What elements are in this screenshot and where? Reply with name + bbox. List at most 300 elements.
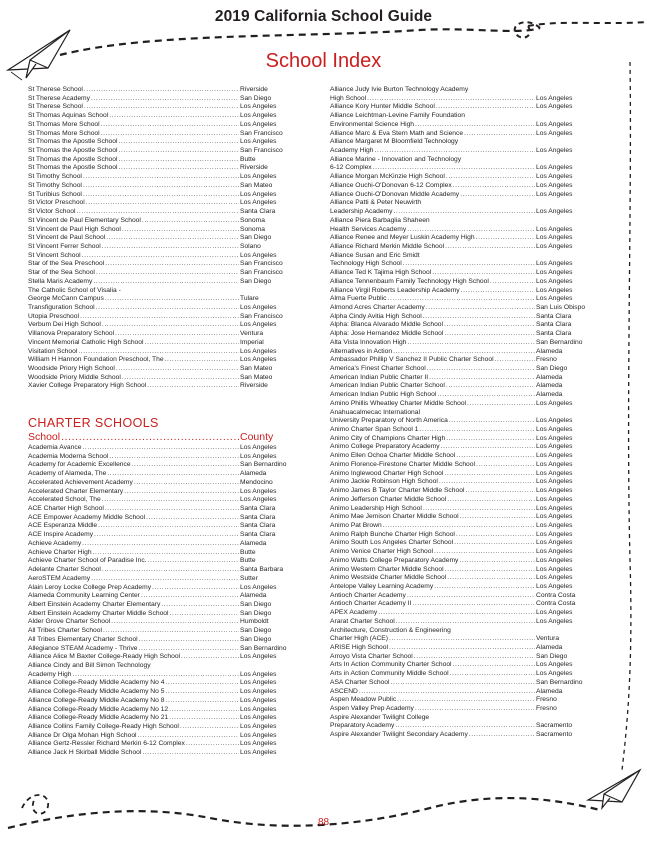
- leader-dots: [152, 584, 239, 593]
- list-item: [330, 339, 593, 348]
- county-name: Los Angeles: [536, 94, 573, 102]
- leader-dots: [444, 321, 535, 330]
- school-name: Animo City of Champions Charter High: [330, 434, 446, 442]
- county-name: Los Angeles: [536, 452, 573, 460]
- page-number: 88: [317, 817, 330, 828]
- school-name: Alliance Jack H Skirball Middle School: [28, 749, 142, 757]
- county-name: Los Angeles: [536, 120, 573, 128]
- list-item: [28, 138, 284, 147]
- list-item: [330, 182, 593, 191]
- county-name: Los Angeles: [536, 417, 573, 425]
- list-item: [28, 671, 284, 680]
- list-item: [330, 208, 593, 217]
- list-item: [28, 112, 284, 121]
- leader-dots: [389, 635, 535, 644]
- county-name: San Mateo: [240, 365, 273, 372]
- county-name: San Bernardino: [240, 461, 287, 469]
- school-name: Animo Pat Brown: [330, 521, 382, 529]
- leader-dots: [446, 382, 535, 391]
- leader-dots: [429, 374, 535, 383]
- list-item: [330, 391, 593, 400]
- school-name: Environmental Science High: [330, 120, 415, 128]
- county-name: San Mateo: [240, 373, 273, 381]
- school-name: Woodside Priory Middle School: [28, 373, 121, 381]
- list-item: [28, 636, 284, 645]
- school-name: Vincent Memorial Catholic High School: [28, 338, 144, 346]
- leader-dots: [446, 173, 535, 182]
- county-name: Los Angeles: [536, 147, 573, 155]
- list-item: [28, 479, 284, 488]
- county-name: Contra Costa: [536, 600, 576, 608]
- list-item: [28, 374, 284, 383]
- county-name: Alameda: [240, 539, 267, 547]
- school-name: St Timothy School: [28, 181, 82, 189]
- county-name: Los Angeles: [536, 181, 573, 189]
- leader-dots: [465, 487, 535, 496]
- school-name: St Vincent de Paul High School: [28, 225, 121, 233]
- county-name: San Diego: [240, 600, 272, 608]
- leader-dots: [423, 313, 535, 322]
- leader-dots: [459, 557, 535, 566]
- leader-dots: [397, 696, 535, 705]
- list-item: [28, 714, 284, 723]
- leader-dots: [84, 103, 239, 112]
- county-name: Los Angeles: [240, 583, 277, 591]
- list-item: [330, 199, 593, 208]
- list-item: [330, 138, 593, 147]
- county-name: Los Angeles: [536, 460, 573, 468]
- county-name: Riverside: [240, 382, 268, 390]
- school-name: 6-12 Complex: [330, 164, 372, 172]
- school-name: Arts in Action Community Middle School: [330, 670, 449, 678]
- school-name: American Indian Public Charter School: [330, 382, 445, 390]
- county-name: Los Angeles: [536, 609, 573, 617]
- leader-dots: [93, 549, 239, 558]
- school-name: St Thomas More School: [28, 129, 100, 137]
- school-name: ACE Empower Academy Middle School: [28, 513, 146, 521]
- list-item: [330, 304, 593, 313]
- school-name: Health Services Academy: [330, 225, 407, 233]
- leader-dots: [101, 130, 239, 139]
- school-name: Animo Ralph Bunche Charter High School: [330, 530, 455, 538]
- list-item: [28, 557, 284, 566]
- school-name: Architecture, Construction & Engineering: [330, 626, 451, 634]
- list-item: [28, 243, 284, 252]
- county-name: Los Angeles: [536, 574, 573, 582]
- list-item: [330, 278, 593, 287]
- leader-dots: [359, 688, 535, 697]
- list-item: [28, 164, 284, 173]
- school-name: Adelante Charter School: [28, 566, 101, 574]
- list-item: [28, 182, 284, 191]
- list-item: [330, 496, 593, 505]
- school-name: St Thomas the Apostle School: [28, 164, 118, 172]
- leader-dots: [122, 374, 239, 383]
- county-name: Los Angeles: [536, 173, 573, 181]
- school-name: ASCEND: [330, 687, 358, 695]
- county-name: Sonoma: [240, 225, 265, 233]
- school-name: Animo Westside Charter Middle School: [330, 574, 447, 582]
- leader-dots: [165, 688, 239, 697]
- leader-dots: [395, 722, 535, 731]
- county-name: Los Angeles: [536, 478, 573, 486]
- school-name: St Thomas the Apostle School: [28, 147, 118, 155]
- leader-dots: [367, 95, 535, 104]
- county-name: Alameda: [536, 687, 563, 695]
- leader-dots: [454, 539, 535, 548]
- leader-dots: [101, 121, 239, 130]
- list-item: [28, 278, 284, 287]
- leader-dots: [111, 618, 239, 627]
- school-name: University Preparatory of North America: [330, 417, 448, 425]
- list-item: [330, 295, 593, 304]
- county-name: Los Angeles: [240, 670, 277, 678]
- list-item: [28, 522, 284, 531]
- school-name: St Vincent Ferrer School: [28, 242, 101, 250]
- leader-dots: [94, 531, 239, 540]
- school-name: Academia Moderna School: [28, 452, 109, 460]
- county-name: San Francisco: [240, 129, 283, 137]
- list-item: [330, 583, 593, 592]
- list-item: [330, 156, 593, 165]
- right-dashed-line: [622, 62, 631, 770]
- list-item: [28, 453, 284, 462]
- list-item: [330, 217, 593, 226]
- leader-dots: [147, 382, 239, 391]
- list-item: [330, 722, 593, 731]
- school-name: Alliance Gertz-Ressler Richard Merkin 6-12 Complex: [28, 740, 185, 748]
- school-name: ARISE High School: [330, 644, 388, 651]
- list-item: [330, 243, 593, 252]
- leader-dots: [412, 600, 535, 609]
- column-headers: [28, 431, 284, 444]
- county-name: Alameda: [536, 347, 563, 355]
- list-item: [330, 557, 593, 566]
- county-name: Ventura: [536, 635, 560, 643]
- leader-dots: [461, 287, 535, 296]
- leader-dots: [82, 444, 239, 453]
- leader-dots: [148, 557, 239, 566]
- list-item: [28, 697, 284, 706]
- leader-dots: [464, 130, 535, 139]
- list-item: [330, 435, 593, 444]
- county-name: Butte: [240, 155, 256, 163]
- leader-dots: [61, 431, 239, 444]
- county-name: San Diego: [240, 277, 272, 285]
- list-item: [330, 505, 593, 514]
- school-name: American Indian Public High School: [330, 391, 437, 399]
- leader-dots: [124, 488, 239, 497]
- list-item: [28, 199, 284, 208]
- leader-dots: [446, 435, 535, 444]
- county-name: Los Angeles: [240, 173, 277, 181]
- leader-dots: [98, 522, 239, 531]
- leader-dots: [434, 583, 535, 592]
- county-name: Los Angeles: [240, 740, 277, 748]
- list-item: [28, 601, 284, 610]
- school-name: Visitation School: [28, 347, 78, 355]
- leader-dots: [388, 295, 536, 304]
- list-item: [28, 234, 284, 243]
- school-name: St Vincent de Paul Elementary School: [28, 216, 141, 224]
- school-name: Accelerated School, The: [28, 496, 101, 504]
- list-item: [28, 208, 284, 217]
- list-item: [28, 592, 284, 601]
- county-name: Los Angeles: [536, 242, 573, 250]
- school-name: Animo Ellen Ochoa Charter Middle School: [330, 452, 456, 460]
- list-item: [330, 287, 593, 296]
- list-item: [330, 566, 593, 575]
- county-name: Los Angeles: [240, 679, 277, 687]
- leader-dots: [78, 348, 239, 357]
- county-name: Los Angeles: [536, 548, 573, 556]
- leader-dots: [115, 330, 239, 339]
- school-name: Xavier College Preparatory High School: [28, 382, 147, 390]
- county-name: Los Angeles: [536, 661, 573, 669]
- list-item: [330, 234, 593, 243]
- leader-dots: [165, 697, 239, 706]
- county-name: Los Angeles: [536, 164, 573, 172]
- list-item: [28, 496, 284, 505]
- county-name: San Bernardino: [536, 678, 583, 686]
- county-name: Los Angeles: [240, 120, 277, 128]
- school-name: Verbum Dei High School: [28, 321, 101, 329]
- leader-dots: [432, 269, 535, 278]
- leader-dots: [118, 138, 239, 147]
- county-name: Santa Clara: [240, 531, 276, 539]
- school-name: George McCann Campus: [28, 295, 104, 303]
- leader-dots: [91, 95, 239, 104]
- county-name: Los Angeles: [240, 444, 277, 451]
- list-item: [28, 644, 287, 654]
- county-name: Fresno: [536, 696, 557, 704]
- county-name: Los Angeles: [536, 295, 573, 303]
- leader-dots: [407, 339, 535, 348]
- list-item: [330, 688, 593, 697]
- leader-dots: [414, 653, 535, 662]
- leader-dots: [181, 653, 239, 662]
- list-item: [330, 417, 593, 426]
- leader-dots: [180, 723, 239, 732]
- county-name: San Diego: [240, 627, 272, 635]
- school-name: St Therese School: [28, 103, 83, 111]
- school-name: Arroyo Vista Charter School: [330, 652, 413, 660]
- county-name: Alameda: [536, 382, 563, 390]
- county-name: Los Angeles: [240, 112, 277, 120]
- school-name: All Tribes Charter School: [28, 627, 102, 635]
- list-item: [28, 348, 284, 357]
- charter-schools-section: [28, 415, 287, 758]
- leader-dots: [102, 496, 239, 505]
- school-name: Animo James B Taylor Charter Middle School: [330, 487, 465, 495]
- leader-dots: [96, 269, 239, 278]
- list-item: [330, 470, 593, 479]
- school-name: Alameda Community Learning Center: [28, 592, 140, 600]
- leader-dots: [96, 304, 239, 313]
- list-item: [28, 365, 284, 374]
- county-name: Santa Clara: [240, 513, 276, 521]
- guide-title: 2019 California School Guide: [214, 8, 433, 25]
- school-name: Animo South Los Angeles Charter School: [330, 539, 454, 547]
- list-item: [330, 696, 593, 705]
- school-name: Alliance Alice M Baxter College-Ready High School: [28, 653, 181, 661]
- list-item: [28, 514, 284, 523]
- county-name: Los Angeles: [536, 556, 573, 564]
- school-name: Almond Acres Charter Academy: [330, 303, 425, 311]
- school-name: Woodside Priory High School: [28, 365, 115, 372]
- leader-dots: [436, 103, 535, 112]
- list-item: [330, 400, 593, 409]
- list-item: [28, 321, 284, 330]
- county-name: Los Angeles: [240, 303, 277, 311]
- school-name: ACE Charter High School: [28, 505, 104, 513]
- school-name: Star of the Sea School: [28, 269, 95, 277]
- county-name: Santa Clara: [240, 522, 276, 530]
- school-name: Arts In Action Community Charter School: [330, 661, 452, 669]
- county-name: San Diego: [240, 635, 272, 643]
- school-name: Alliance Leichtman-Levine Family Foundation: [330, 112, 465, 120]
- school-name: William H Hannon Foundation Preschool, The: [28, 356, 164, 364]
- school-name: Animo Mae Jemison Charter Middle School: [330, 513, 459, 521]
- county-name: Alameda: [240, 470, 267, 478]
- school-name: St Thomas More School: [28, 120, 100, 128]
- list-item: [28, 356, 284, 365]
- leader-dots: [102, 321, 239, 330]
- school-name: Star of the Sea Preschool: [28, 260, 105, 268]
- list-item: [28, 260, 284, 269]
- leader-dots: [141, 592, 239, 601]
- list-item: [28, 226, 284, 235]
- list-item: [330, 365, 593, 374]
- school-name: Anahuacalmecac International: [330, 408, 420, 416]
- list-item: [28, 470, 284, 479]
- list-item: [330, 226, 593, 235]
- county-name: Los Angeles: [536, 565, 573, 573]
- school-name: St Therese Academy: [28, 94, 90, 102]
- list-item: [330, 522, 593, 531]
- school-name: Animo Inglewood Charter High School: [330, 469, 444, 477]
- county-name: Humboldt: [240, 618, 269, 626]
- leader-dots: [495, 356, 535, 365]
- list-item: [28, 313, 284, 322]
- leader-dots: [118, 164, 239, 173]
- county-name: Los Angeles: [536, 617, 573, 625]
- school-name: Alta Vista Innovation High: [330, 338, 407, 346]
- list-item: [28, 732, 284, 741]
- county-name: Contra Costa: [536, 591, 576, 599]
- school-name: ASA Charter School: [330, 678, 390, 686]
- county-name: Los Angeles: [240, 190, 277, 198]
- county-name: Santa Clara: [536, 312, 572, 320]
- list-item: [28, 610, 284, 619]
- list-item: [28, 130, 284, 139]
- school-name: Academy High: [330, 147, 374, 155]
- list-item: [330, 426, 593, 435]
- school-name: Alliance Judy Ivie Burton Technology Academy: [330, 86, 469, 93]
- list-item: [28, 740, 284, 749]
- school-name: Alliance Patti & Peter Neuwirth: [330, 199, 422, 207]
- list-item: [330, 531, 593, 540]
- list-item: [28, 217, 284, 226]
- list-item: [28, 461, 287, 470]
- county-name: Riverside: [240, 86, 268, 93]
- school-name: Academy of Alameda, The: [28, 470, 107, 478]
- county-name: Los Angeles: [536, 399, 573, 407]
- county-name: Los Angeles: [240, 749, 277, 757]
- list-item: [330, 260, 593, 269]
- school-name: Antioch Charter Academy II: [330, 600, 412, 608]
- leader-dots: [415, 121, 535, 130]
- county-name: Imperial: [240, 338, 264, 346]
- county-name: Los Angeles: [536, 443, 573, 451]
- leader-dots: [437, 391, 535, 400]
- county-name: Los Angeles: [536, 129, 573, 137]
- leader-dots: [142, 749, 239, 758]
- county-name: Los Angeles: [536, 530, 573, 538]
- school-name: Alliance Kory Hunter Middle School: [330, 103, 435, 111]
- county-name: Los Angeles: [536, 521, 573, 529]
- leader-dots: [83, 182, 239, 191]
- county-name: Sutter: [240, 574, 258, 582]
- leader-dots: [453, 182, 535, 191]
- school-name: Alain Leroy Locke College Prep Academy: [28, 583, 152, 591]
- school-name: Academia Avance: [28, 444, 82, 451]
- county-name: Los Angeles: [536, 487, 573, 495]
- leader-dots: [91, 575, 239, 584]
- county-name: Mendocino: [240, 478, 273, 486]
- school-name: Alliance Ted K Tajima High School: [330, 269, 432, 277]
- county-name: Los Angeles: [536, 426, 573, 434]
- list-item: [28, 618, 284, 627]
- school-name: Aspire Alexander Twilight College: [330, 713, 430, 721]
- leader-dots: [439, 478, 535, 487]
- county-name: Los Angeles: [536, 539, 573, 547]
- leader-dots: [407, 226, 535, 235]
- leader-dots: [105, 505, 239, 514]
- leader-dots: [456, 531, 535, 540]
- school-name: America's Finest Charter School: [330, 365, 426, 372]
- school-name: The Catholic School of Visalia -: [28, 286, 121, 294]
- school-name: Alliance College-Ready Middle Academy No 5: [28, 688, 165, 696]
- school-name: St Timothy School: [28, 173, 82, 181]
- county-name: Los Angeles: [240, 714, 277, 722]
- county-name: Sacramento: [536, 731, 573, 739]
- county-name: Los Angeles: [536, 225, 573, 233]
- county-name: Fresno: [536, 356, 557, 364]
- county-name: San Bernardino: [240, 644, 287, 652]
- county-name: Alameda: [240, 592, 267, 600]
- leader-dots: [490, 278, 535, 287]
- leader-dots: [105, 295, 239, 304]
- school-name: Technology High School: [330, 260, 402, 268]
- list-item: [330, 452, 593, 461]
- county-name: Santa Clara: [536, 321, 572, 329]
- leader-dots: [419, 426, 535, 435]
- leader-dots: [434, 548, 535, 557]
- leader-dots: [476, 461, 535, 470]
- school-name: Alliance College-Ready Middle Academy No 21: [28, 714, 169, 722]
- leader-dots: [102, 566, 239, 575]
- county-name: San Diego: [240, 234, 272, 242]
- county-name: Los Angeles: [536, 495, 573, 503]
- section-title: School Index: [265, 50, 382, 72]
- leader-dots: [118, 147, 239, 156]
- list-item: [330, 252, 593, 261]
- leader-dots: [109, 112, 239, 121]
- school-name: Alternatives in Action: [330, 347, 393, 355]
- list-item: [28, 269, 284, 278]
- school-name: Accelerated Charter Elementary: [28, 487, 124, 495]
